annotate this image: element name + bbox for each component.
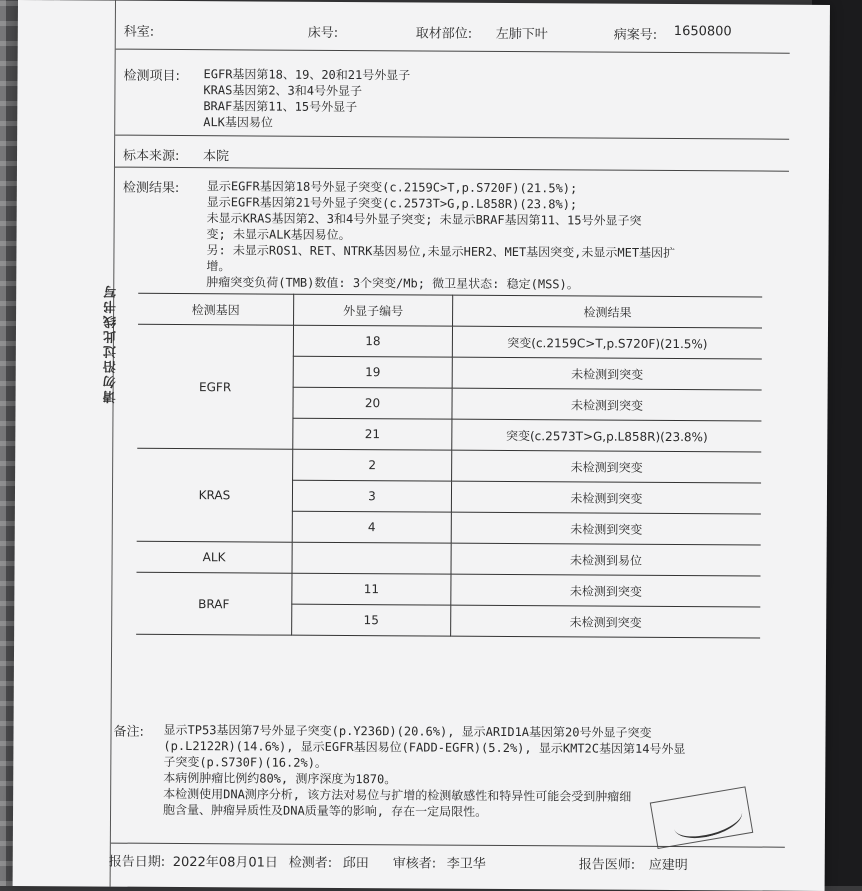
source-label: 标本来源: [123,148,180,164]
result-cell: 未检测到突变 [451,512,761,545]
result-line: 肿瘤突变负荷(TMB)数值: 3个突变/Mb; 微卫星状态: 稳定(MSS)。 [206,275,579,292]
reviewer-value: 李卫华 [446,856,486,872]
case-value: 1650800 [673,24,732,40]
table-row [136,572,760,607]
divider [116,49,790,54]
note-line: 胞含量、肿瘤异质性及DNA质量等的影响, 存在一定局限性。 [163,802,488,819]
result-cell: 未检测到突变 [452,388,762,421]
source-value: 本院 [203,149,230,165]
exon-cell: 20 [293,387,452,419]
result-line: 另: 未显示ROS1、RET、NTRK基因易位,未显示HER2、MET基因突变,未显示MET基因扩 [206,243,676,261]
exon-cell: 3 [292,480,451,512]
gene-cell: ALK [137,541,293,573]
table-row [137,541,761,576]
result-cell: 未检测到突变 [451,574,761,607]
report-paper [13,0,830,891]
bed-label: 床号: [307,25,339,41]
table-header: 检测结果 [453,295,763,328]
tester-value: 邱田 [342,855,369,872]
exon-cell [292,542,451,574]
table-header-row [138,293,762,328]
margin-line [110,1,116,887]
exon-cell: 4 [292,511,451,543]
doctor-label: 报告医师: [578,857,636,873]
exon-cell: 19 [293,356,452,388]
result-cell: 未检测到突变 [451,481,761,514]
reviewer-label: 审核者: [392,856,437,872]
item-line: ALK基因易位 [203,115,273,130]
date-value: 2022年08月01日 [172,854,278,871]
items-label: 检测项目: [123,68,180,84]
exon-cell: 21 [293,418,452,450]
divider [115,135,789,140]
table-row [137,448,761,483]
margin-note: 请勿沿过此线书写 [103,283,120,404]
table-header: 外显子编号 [294,294,453,326]
result-label: 检测结果: [122,180,180,196]
note-line: 本检测使用DNA测序分析, 该方法对易位与扩增的检测敏感性和特异性可能会受到肿瘤细 [163,786,632,804]
result-cell: 未检测到突变 [452,357,762,390]
date-label: 报告日期: [108,854,166,870]
tester-label: 检测者: [288,855,333,871]
result-cell: 未检测到突变 [451,605,761,638]
table-header: 检测基因 [138,293,294,325]
table-row [138,324,762,359]
doctor-value: 应建明 [648,857,688,874]
notes-label: 备注: [113,724,144,740]
result-line: 显示EGFR基因第18号外显子突变(c.2159C>T,p.S720F)(21.5%); [206,179,578,196]
site-label: 取材部位: [415,26,473,42]
exon-cell: 11 [292,573,451,605]
item-line: EGFR基因第18、19、20和21号外显子 [203,67,411,83]
result-cell: 未检测到易位 [451,543,761,576]
gene-cell: BRAF [136,572,292,635]
result-table [136,293,762,639]
result-line: 变; 未显示ALK基因易位。 [206,227,351,243]
divider [115,167,789,172]
result-line: 未显示KRAS基因第2、3和4号外显子突变; 未显示BRAF基因第11、15号外显子突 [206,211,642,228]
result-line: 增。 [206,259,231,274]
case-label: 病案号: [613,27,658,43]
exon-cell: 15 [292,604,451,636]
note-line: 显示TP53基因第7号外显子突变(p.Y236D)(20.6%), 显示ARID1A基因第20号外显子突变 [163,722,652,740]
note-line: 子突变(p.S730F)(16.2%)。 [163,754,327,770]
result-cell: 突变(c.2159C>T,p.S720F)(21.5%) [452,326,762,359]
item-line: BRAF基因第11、15号外显子 [203,99,358,115]
department-label: 科室: [123,24,155,40]
exon-cell: 18 [293,325,452,357]
gene-cell: KRAS [137,448,293,542]
note-line: 本病例肿瘤比例约80%, 测序深度为1870。 [163,770,397,787]
site-value: 左肺下叶 [495,26,548,43]
note-line: (p.L2122R)(14.6%), 显示EGFR基因易位(FADD-EGFR)(5.2%), 显示KMT2C基因第14号外显 [163,738,686,757]
gene-cell: EGFR [137,324,293,449]
result-cell: 突变(c.2573T>G,p.L858R)(23.8%) [452,419,762,452]
result-cell: 未检测到突变 [452,450,762,483]
exon-cell: 2 [293,449,452,481]
item-line: KRAS基因第2、3和4号外显子 [203,83,363,99]
result-line: 显示EGFR基因第21号外显子突变(c.2573T>G,p.L858R)(23.8%); [206,195,578,212]
